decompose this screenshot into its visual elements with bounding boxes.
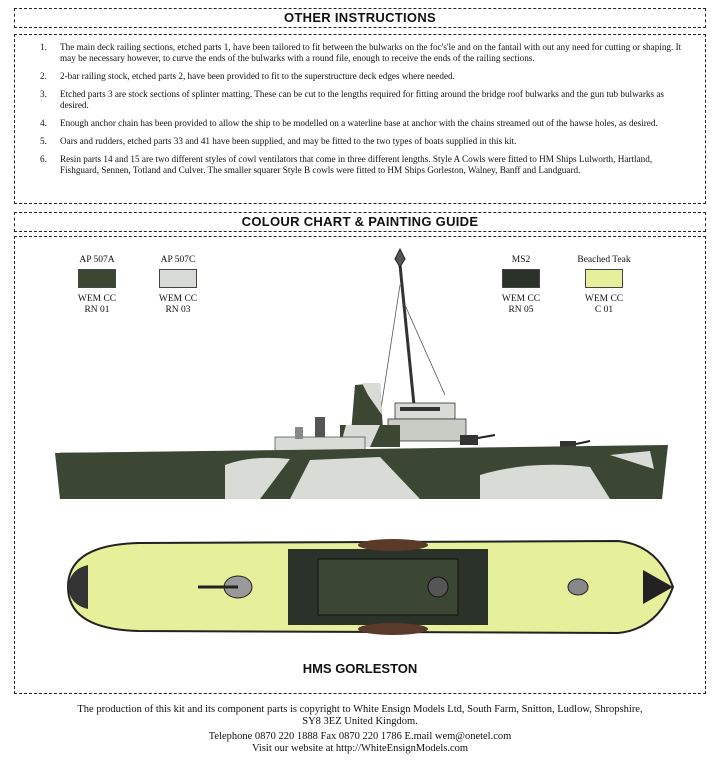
colour-chart-header: COLOUR CHART & PAINTING GUIDE — [14, 212, 706, 232]
instructions-list — [14, 34, 706, 204]
swatch-ref: WEM CC — [584, 294, 624, 304]
swatch-code: MS2 — [511, 255, 531, 265]
swatch-code: AP 507C — [160, 255, 196, 265]
swatch-code: Beached Teak — [577, 255, 631, 265]
swatch-ref-number: RN 03 — [165, 305, 191, 315]
instruction-item — [40, 118, 692, 129]
swatch-code: AP 507A — [79, 255, 115, 265]
instruction-number: 2. — [40, 71, 47, 81]
ship-profile-illustration — [50, 245, 675, 500]
instruction-number: 6. — [40, 154, 47, 164]
instruction-number: 5. — [40, 136, 47, 146]
footer-website: Visit our website at http://WhiteEnsignModels.com — [251, 743, 469, 754]
instruction-text: 2-bar railing stock, etched parts 2, have been provided to fit to the superstructure deck edges where needed. — [60, 71, 455, 81]
footer-contact: Telephone 0870 220 1888 Fax 0870 220 1786 E.mail wem@onetel.com — [208, 731, 512, 742]
instruction-text: Oars and rudders, etched parts 33 and 41 have been supplied, and may be fitted to the two types of boats supplied in this kit. — [60, 136, 517, 146]
footer-copyright: The production of this kit and its component parts is copyright to White Ensign Models Ltd, South Farm, Snitton, Ludlow, Shropshire, — [77, 704, 643, 715]
instruction-text: The main deck railing sections, etched parts 1, have been tailored to fit between the bulwarks on the foc's'le and on the fantail with out any need for cutting or shaping. It may be necessary however, to curve the ends of the bulwarks with a round file, enough to receive the ends of the railing sections. — [60, 42, 682, 63]
swatch-ref: WEM CC — [77, 294, 117, 304]
pennant-number: Y92 — [417, 475, 442, 491]
swatch-ref: WEM CC — [158, 294, 198, 304]
instruction-item — [40, 42, 692, 64]
instruction-text: Etched parts 3 are stock sections of splinter matting. These can be cut to the lengths required for fitting around the bridge roof bulwarks and the gun tub bulwarks as desired. — [60, 89, 665, 110]
instruction-text: Enough anchor chain has been provided to allow the ship to be modelled on a waterline base at anchor with the chains streamed out of the hawse holes, as desired. — [60, 118, 658, 128]
instruction-text: Resin parts 14 and 15 are two different styles of cowl ventilators that come in three different lengths. Style A Cowls were fitted to HM Ships Lulworth, Hartland, Fishguard, Sennen, Totland and Culver. The smaller squarer Style B cowls were fitted to HM Ships Gorleston, Walney, Banff and Landguard. — [60, 154, 653, 175]
swatch-ref: WEM CC — [501, 294, 541, 304]
instruction-item — [40, 154, 692, 176]
instruction-number: 1. — [40, 42, 47, 52]
instruction-item — [40, 136, 692, 147]
instructions-header: OTHER INSTRUCTIONS — [14, 8, 706, 28]
ship-name: HMS GORLESTON — [302, 661, 418, 676]
instruction-number: 3. — [40, 89, 47, 99]
swatch-ref-number: C 01 — [594, 305, 614, 315]
instruction-number: 4. — [40, 118, 47, 128]
swatch-ref-number: RN 05 — [508, 305, 534, 315]
ship-plan-illustration — [58, 535, 678, 640]
instruction-item — [40, 89, 692, 111]
instruction-item — [40, 71, 692, 82]
footer-address: SY8 3EZ United Kingdom. — [302, 716, 418, 727]
swatch-ref-number: RN 01 — [84, 305, 110, 315]
